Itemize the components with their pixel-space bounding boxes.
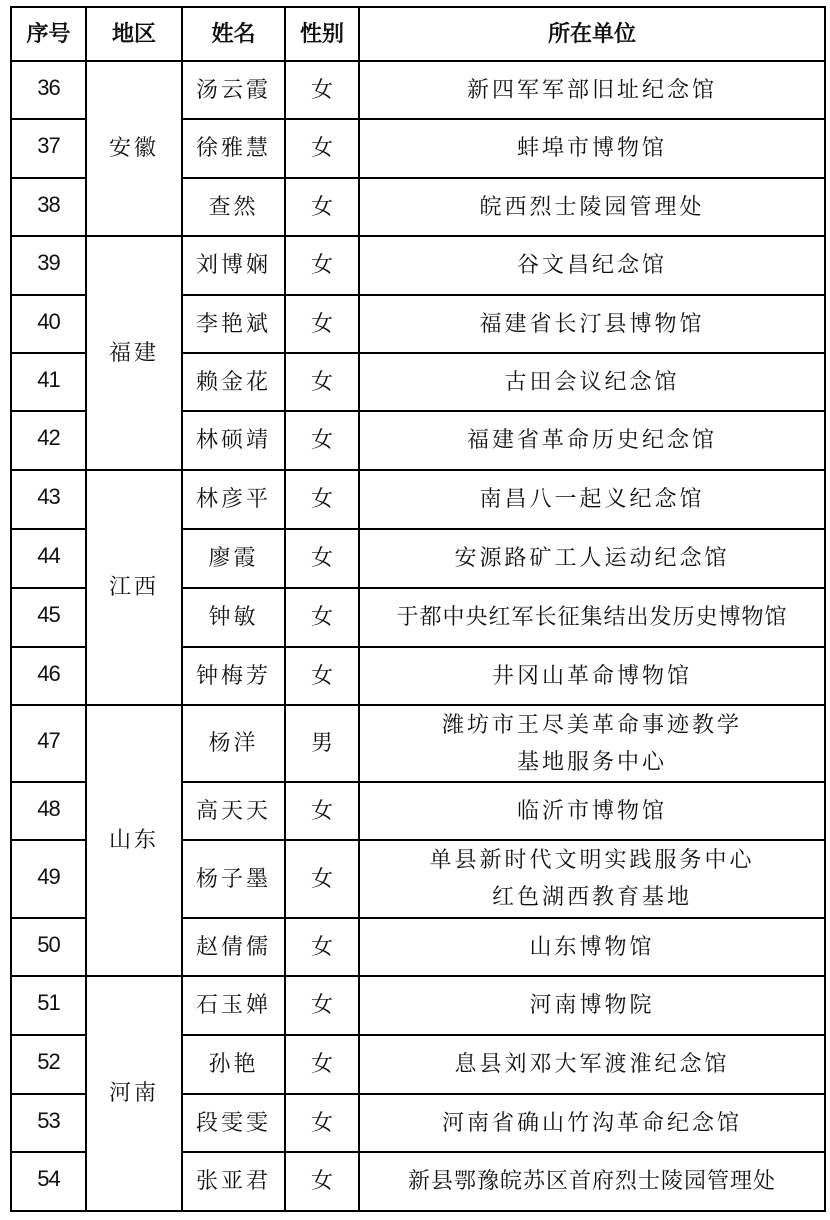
cell-unit xyxy=(359,236,825,295)
cell-index xyxy=(11,705,86,782)
cell-region: 山东 xyxy=(86,705,182,976)
cell-gender: 女 xyxy=(285,588,359,647)
index-value: 51 xyxy=(37,990,60,1015)
table-body xyxy=(11,61,825,1211)
cell-name: 廖霞 xyxy=(182,529,285,588)
index-value: 37 xyxy=(37,133,60,158)
cell-index xyxy=(11,178,86,236)
header-index: 序号 xyxy=(11,7,86,61)
cell-index xyxy=(11,295,86,353)
index-value: 38 xyxy=(37,191,60,217)
index-value: 47 xyxy=(37,728,60,753)
cell-name: 高天天 xyxy=(182,782,285,840)
cell-gender: 女 xyxy=(285,1152,359,1211)
header-row xyxy=(11,7,825,61)
index-value: 46 xyxy=(37,660,60,686)
cell-name: 林彦平 xyxy=(182,470,285,529)
cell-region: 河南 xyxy=(86,976,182,1211)
cell-index xyxy=(11,1152,86,1211)
cell-name: 汤云霞 xyxy=(182,61,285,119)
cell-gender: 女 xyxy=(285,918,359,976)
cell-gender: 女 xyxy=(285,411,359,470)
cell-name: 石玉婵 xyxy=(182,976,285,1035)
cell-gender: 男 xyxy=(285,705,359,782)
cell-unit xyxy=(359,1094,825,1152)
cell-unit xyxy=(359,918,825,976)
unit-line: 临沂市博物馆 xyxy=(516,798,667,824)
cell-name: 钟敏 xyxy=(182,588,285,647)
index-value: 45 xyxy=(37,602,60,627)
cell-region: 安徽 xyxy=(86,61,182,236)
cell-index xyxy=(11,61,86,119)
index-value: 40 xyxy=(37,308,60,334)
index-value: 39 xyxy=(37,250,60,275)
cell-gender: 女 xyxy=(285,353,359,411)
unit-line: 息县刘邓大军渡淮纪念馆 xyxy=(454,1052,730,1077)
header-unit: 所在单位 xyxy=(359,7,825,61)
index-value: 48 xyxy=(37,795,60,821)
cell-index xyxy=(11,588,86,647)
cell-name: 李艳斌 xyxy=(182,295,285,353)
header-region: 地区 xyxy=(86,7,182,61)
unit-line: 山东博物馆 xyxy=(529,934,655,960)
table-row xyxy=(11,976,825,1035)
cell-unit xyxy=(359,1035,825,1094)
index-value: 54 xyxy=(37,1166,60,1191)
cell-gender: 女 xyxy=(285,529,359,588)
cell-unit xyxy=(359,61,825,119)
unit-line: 于都中央红军长征集结出发历史博物馆 xyxy=(396,605,788,630)
index-value: 41 xyxy=(37,366,60,392)
index-value: 53 xyxy=(37,1107,60,1133)
cell-index xyxy=(11,918,86,976)
unit-line: 福建省革命历史纪念馆 xyxy=(466,428,717,453)
unit-line: 井冈山革命博物馆 xyxy=(491,663,692,689)
index-value: 43 xyxy=(37,484,60,509)
cell-gender: 女 xyxy=(285,236,359,295)
cell-gender: 女 xyxy=(285,295,359,353)
cell-unit xyxy=(359,295,825,353)
cell-index xyxy=(11,236,86,295)
unit-line: 红色湖西教育基地 xyxy=(491,885,692,910)
cell-name: 赵倩儒 xyxy=(182,918,285,976)
cell-name: 杨洋 xyxy=(182,705,285,782)
unit-line: 河南省确山竹沟革命纪念馆 xyxy=(441,1110,742,1136)
unit-line: 新四军军部旧址纪念馆 xyxy=(466,77,717,103)
unit-line: 古田会议纪念馆 xyxy=(504,369,680,395)
index-value: 42 xyxy=(37,425,60,450)
cell-name: 赖金花 xyxy=(182,353,285,411)
cell-index xyxy=(11,470,86,529)
unit-line: 潍坊市王尽美革命事迹教学 xyxy=(441,712,742,738)
cell-gender: 女 xyxy=(285,1035,359,1094)
unit-line: 谷文昌纪念馆 xyxy=(516,253,667,278)
cell-unit xyxy=(359,705,825,782)
unit-line: 基地服务中心 xyxy=(516,749,667,775)
cell-name: 徐雅慧 xyxy=(182,119,285,178)
cell-index xyxy=(11,1094,86,1152)
unit-line: 皖西烈士陵园管理处 xyxy=(479,194,705,220)
cell-unit xyxy=(359,782,825,840)
cell-gender: 女 xyxy=(285,976,359,1035)
index-value: 50 xyxy=(37,931,60,957)
cell-index xyxy=(11,353,86,411)
cell-name: 杨子墨 xyxy=(182,840,285,918)
cell-index xyxy=(11,119,86,178)
cell-index xyxy=(11,647,86,705)
cell-unit xyxy=(359,178,825,236)
index-value: 49 xyxy=(37,863,60,889)
table-row xyxy=(11,236,825,295)
cell-unit xyxy=(359,1152,825,1211)
cell-name: 刘博娴 xyxy=(182,236,285,295)
cell-index xyxy=(11,1035,86,1094)
cell-gender: 女 xyxy=(285,178,359,236)
cell-gender: 女 xyxy=(285,470,359,529)
header-gender: 性别 xyxy=(285,7,359,61)
cell-gender: 女 xyxy=(285,647,359,705)
index-value: 36 xyxy=(37,74,60,100)
cell-unit xyxy=(359,119,825,178)
cell-region: 江西 xyxy=(86,470,182,705)
unit-line: 单县新时代文明实践服务中心 xyxy=(429,848,755,873)
unit-line: 新县鄂豫皖苏区首府烈士陵园管理处 xyxy=(407,1169,776,1194)
cell-unit xyxy=(359,976,825,1035)
cell-index xyxy=(11,840,86,918)
cell-index xyxy=(11,782,86,840)
cell-gender: 女 xyxy=(285,1094,359,1152)
cell-gender: 女 xyxy=(285,840,359,918)
cell-unit xyxy=(359,470,825,529)
cell-name: 张亚君 xyxy=(182,1152,285,1211)
cell-index xyxy=(11,411,86,470)
cell-region: 福建 xyxy=(86,236,182,470)
cell-name: 段雯雯 xyxy=(182,1094,285,1152)
cell-unit xyxy=(359,647,825,705)
cell-unit xyxy=(359,588,825,647)
index-value: 44 xyxy=(37,543,60,568)
cell-index xyxy=(11,976,86,1035)
cell-name: 钟梅芳 xyxy=(182,647,285,705)
unit-line: 南昌八一起义纪念馆 xyxy=(479,487,705,512)
cell-unit xyxy=(359,411,825,470)
table-row xyxy=(11,61,825,119)
cell-gender: 女 xyxy=(285,782,359,840)
table-row xyxy=(11,705,825,782)
unit-line: 福建省长汀县博物馆 xyxy=(479,311,705,337)
table-header xyxy=(11,7,825,61)
roster-table xyxy=(10,6,826,1212)
cell-name: 孙艳 xyxy=(182,1035,285,1094)
cell-index xyxy=(11,529,86,588)
cell-unit xyxy=(359,353,825,411)
cell-unit xyxy=(359,840,825,918)
table-row xyxy=(11,470,825,529)
cell-gender: 女 xyxy=(285,119,359,178)
cell-gender: 女 xyxy=(285,61,359,119)
index-value: 52 xyxy=(37,1049,60,1074)
cell-unit xyxy=(359,529,825,588)
cell-name: 查然 xyxy=(182,178,285,236)
unit-line: 河南博物院 xyxy=(529,993,655,1018)
unit-line: 蚌埠市博物馆 xyxy=(516,136,667,161)
cell-name: 林硕靖 xyxy=(182,411,285,470)
header-name: 姓名 xyxy=(182,7,285,61)
unit-line: 安源路矿工人运动纪念馆 xyxy=(454,546,730,571)
